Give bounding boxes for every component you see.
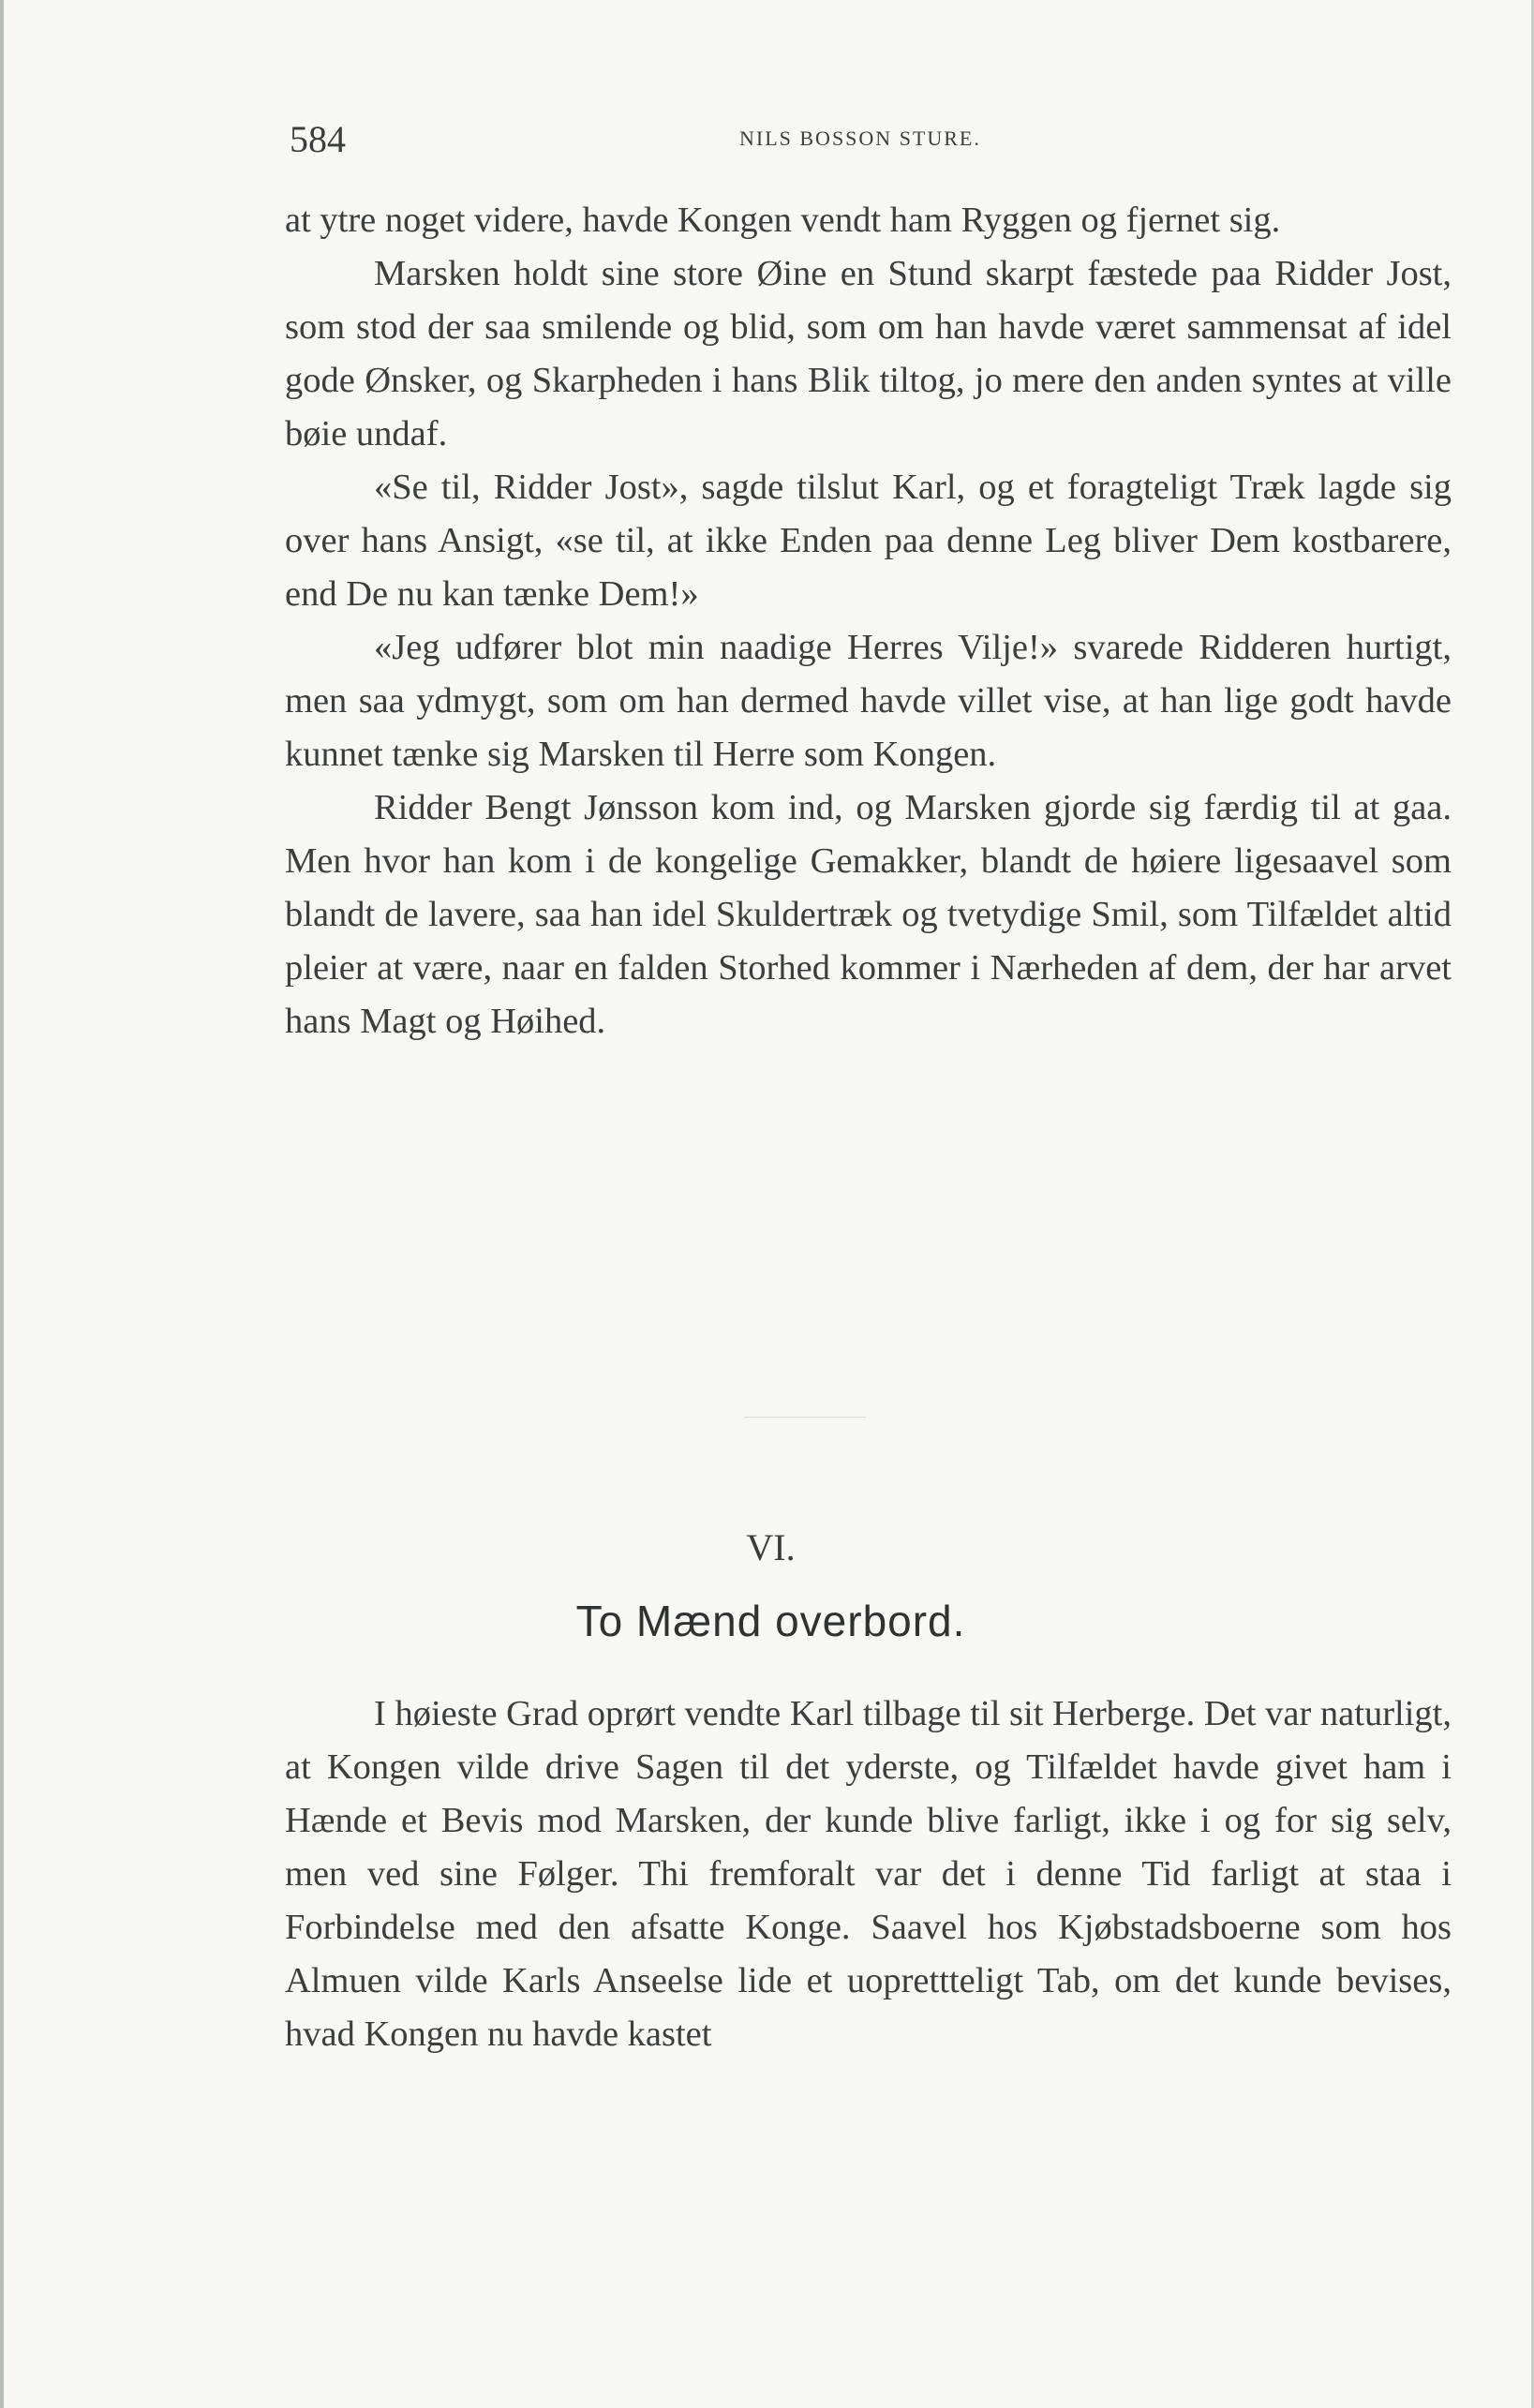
text-block-bottom	[285, 1687, 1452, 2061]
section-divider	[744, 1417, 866, 1418]
chapter-title: To Mænd overbord.	[575, 1597, 966, 1645]
paragraph: Marsken holdt sine store Øine en Stund skarpt fæstede paa Ridder Jost, som stod der saa smilende og blid, som om han havde været sammensat af idel gode Ønsker, og Skarpheden i hans Blik tiltog, jo mere den anden syntes at ville bøie undaf.	[285, 254, 1452, 453]
chapter-number: VI.	[746, 1526, 796, 1568]
running-title: NILS BOSSON STURE.	[739, 126, 981, 150]
page-header	[290, 117, 1452, 164]
paragraph: Ridder Bengt Jønsson kom ind, og Marsken gjorde sig færdig til at gaa. Men hvor han kom i de kongelige Gemakker, blandt de høiere ligesaavel som blandt de lavere, saa han idel Skuldertræk og tvetydige Smil, som Tilfældet altid pleier at være, naar en falden Storhed kommer i Nærheden af dem, der har arvet hans Magt og Høihed.	[285, 788, 1452, 1041]
paragraph: «Jeg udfører blot min naadige Herres Vilje!» svarede Ridderen hurtigt, men saa ydmygt, som om han dermed havde villet vise, at han lige godt havde kunnet tænke sig Marsken til Herre som Kongen.	[285, 628, 1452, 774]
paragraph: I høieste Grad oprørt vendte Karl tilbage til sit Herberge. Det var naturligt, at Kongen vilde drive Sagen til det yderste, og Tilfældet havde givet ham i Hænde et Bevis mod Marsken, der kunde blive farligt, ikke i og for sig selv, men ved sine Følger. Thi fremforalt var det i denne Tid farligt at staa i Forbindelse med den afsatte Konge. Saavel hos Kjøbstadsboerne som hos Almuen vilde Karls Anseelse lide et uoprettteligt Tab, om det kunde bevises, hvad Kongen nu havde kastet	[285, 1694, 1452, 2054]
paragraph: at ytre noget videre, havde Kongen vendt ham Ryggen og fjernet sig.	[285, 201, 1281, 240]
paragraph: «Se til, Ridder Jost», sagde tilslut Karl, og et foragteligt Træk lagde sig over hans Ansigt, «se til, at ikke Enden paa denne Leg bliver Dem kostbarere, end De nu kan tænke Dem!»	[285, 468, 1452, 614]
page-number: 584	[290, 118, 346, 160]
text-block-top	[285, 194, 1452, 1048]
